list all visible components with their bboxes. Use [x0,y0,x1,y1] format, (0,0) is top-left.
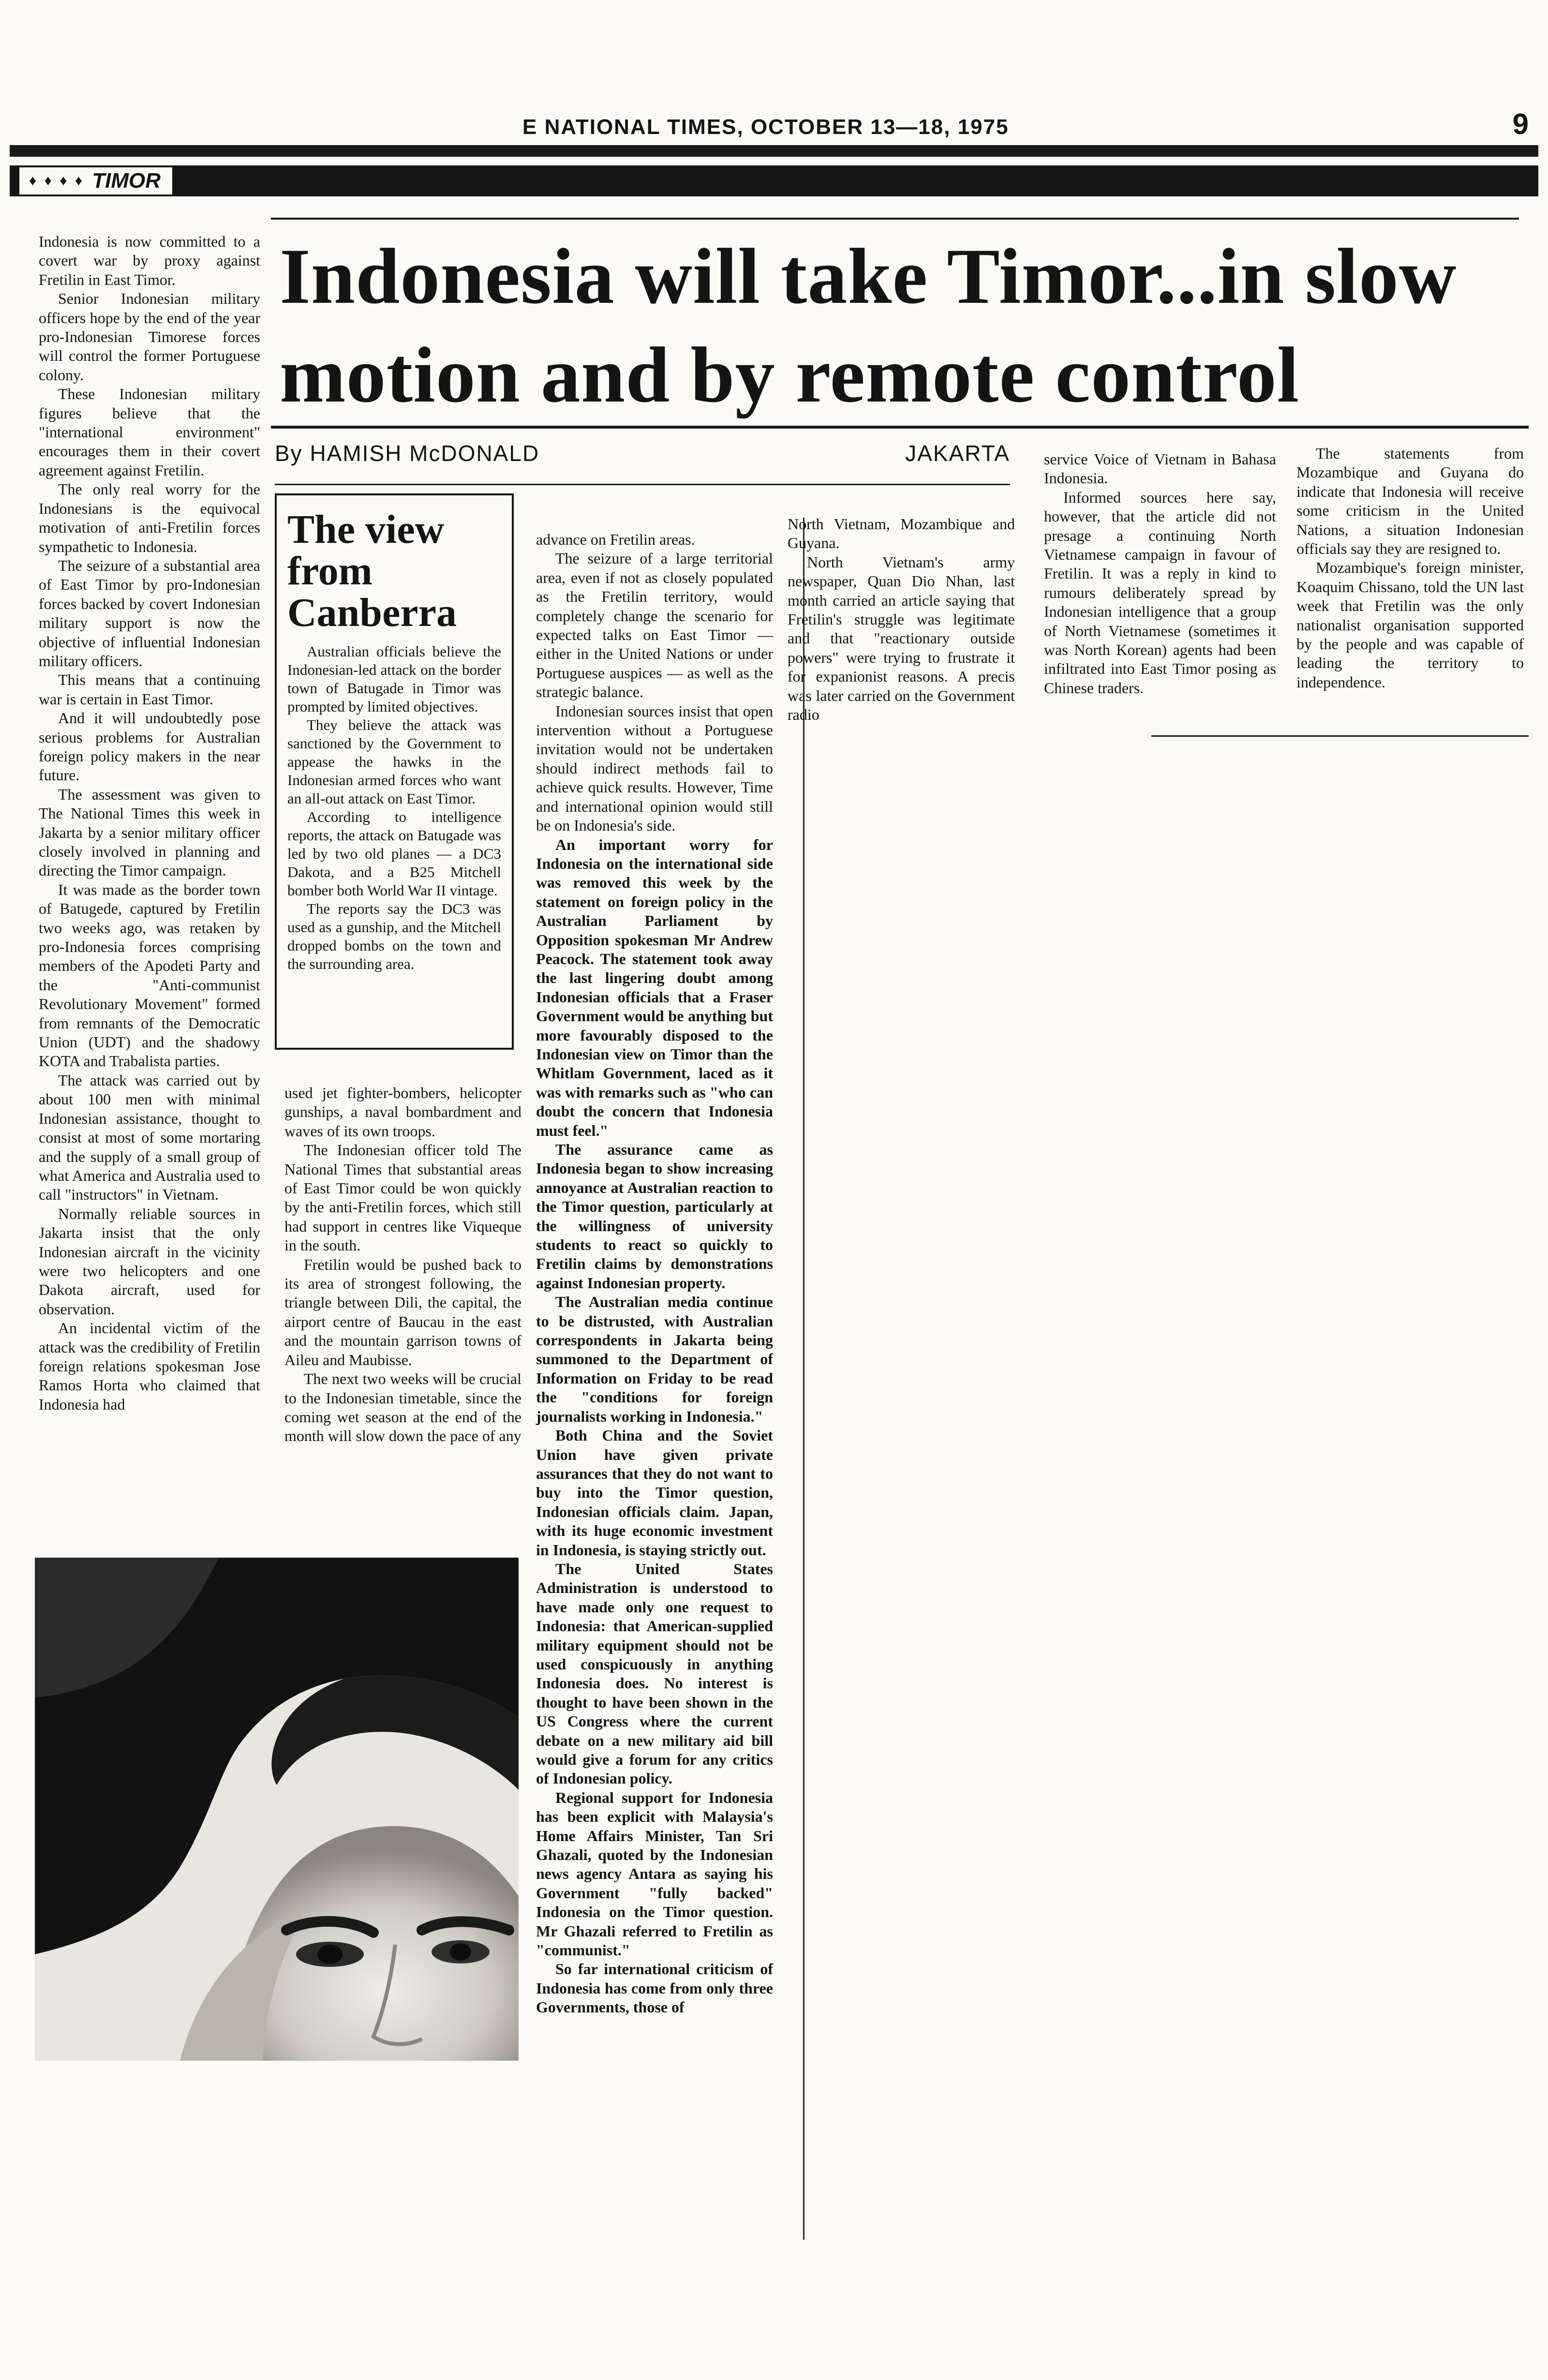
sidebar-title-line-3: Canberra [287,590,457,635]
masthead-rule [10,145,1538,157]
col3-para-7: Both China and the Soviet Union have given private assurances that they do not want to buy into the Timor question, Indonesian officials claim. Japan, with its huge economic investment in Indonesia, is staying strictly out. [536,1427,773,1559]
col1-para-2: Senior Indonesian military officers hope by the end of the year pro-Indonesian Timorese forces will control the former Portuguese colony. [39,290,260,384]
col2-para-4: The next two weeks will be crucial to the Indonesian timetable, since the coming wet season at the end of the month will slow down the pace of any [284,1370,521,1445]
col2-para-3: Fretilin would be pushed back to its area of strongest following, the triangle between Dili, the capital, the airport centre of Baucau in the east and the mountain garrison towns of Aileu and Maubisse. [284,1255,521,1368]
col1-para-10: The attack was carried out by about 100 men with minimal Indonesian assistance, thought to consist at most of some mortaring and the supply of a small group of what America and Australia used to call "instructors" in Vietnam. [39,1071,260,1204]
headline [280,227,1518,425]
sidebar-para-2: They believe the attack was sanctioned by the Government to appease the hawks in the Indonesian armed forces who want an all-out attack on East Timor. [287,716,501,807]
sidebar-title-line-2: from [287,549,372,594]
col1-para-11: Normally reliable sources in Jakarta insist that the only Indonesian aircraft in the vicinity were two helicopters and one Dakota aircraft, used for observation. [39,1205,260,1318]
column-3 [536,530,773,2017]
col1-para-3: These Indonesian military figures believe that the "international environment" encourages them in their covert agreement against Fretilin. [39,385,260,479]
col3-para-3: Indonesian sources insist that open intervention without a Portuguese invitation would not be undertaken should indirect methods fail to achieve quick results. However, Time and international opinion would still be on Indonesia's side. [536,702,773,834]
column-6 [1296,444,1524,692]
sidebar-title [287,509,501,634]
column-5 [1044,450,1276,698]
section-label [19,167,172,194]
byline-rule [275,484,1010,485]
headline-line-1: Indonesia will take Timor...in slow [280,233,1457,320]
byline-location: JAKARTA [905,441,1010,466]
col4-para-1: North Vietnam, Mozambique and Guyana. [788,515,1015,552]
byline-author: By HAMISH McDONALD [275,441,540,466]
section-bar [10,165,1538,196]
masthead-title: E NATIONAL TIMES, OCTOBER 13—18, 1975 [522,115,1009,139]
col2-para-2: The Indonesian officer told The National Times that substantial areas of East Timor could be won quickly by the anti-Fretilin forces, which still had support in centres like Viqueque in the south. [284,1141,521,1254]
section-name: TIMOR [92,169,161,193]
col1-para-5: The seizure of a substantial area of East Timor by pro-Indonesian forces backed by covert Indonesian military support is now the objective of influential Indonesian military officers. [39,556,260,669]
portrait-photo [35,1558,519,2061]
col3-para-2: The seizure of a large territorial area, even if not as closely populated as the Fretilin territory, would completely change the scenario for expected talks on East Timor — either in the United Nations or under Portuguese auspices — as well as the strategic balance. [536,550,773,701]
sidebar-box [275,493,514,1050]
sidebar-title-line-1: The view [287,507,445,552]
col5-para-2: Informed sources here say, however, that the article did not presage a continuing North Vietnamese campaign in favour of Fretilin. It was a reply in kind to rumours deliberately spread by Indonesian intelligence that a group of North Vietnamese (sometimes it was North Korean) agents had been infiltrated into East Timor posing as Chinese traders. [1044,488,1276,697]
col6-para-2: Mozambique's foreign minister, Koaquim Chissano, told the UN last week that Fretilin was the only nationalist organisation supported by the people and was capable of leading the territory to independence. [1296,559,1524,691]
page-number: 9 [1512,108,1529,140]
byline [275,440,1010,474]
col6-para-1: The statements from Mozambique and Guyana do indicate that Indonesia will receive some criticism in the United Nations, a situation Indonesian officials say they are resigned to. [1296,445,1524,558]
sidebar-para-4: The reports say the DC3 was used as a gunship, and the Mitchell dropped bombs on the town and the surrounding area. [287,900,501,972]
col1-para-7: And it will undoubtedly pose serious problems for Australian foreign policy makers in the near future. [39,709,260,784]
col3-para-1: advance on Fretilin areas. [536,531,695,548]
col5-para-1: service Voice of Vietnam in Bahasa Indonesia. [1044,450,1276,487]
sidebar-para-1: Australian officials believe the Indonesian-led attack on the border town of Batugade in Timor was prompted by limited objectives. [287,643,501,715]
col1-para-4: The only real worry for the Indonesians is the equivocal motivation of anti-Fretilin forces sympathetic to Indonesia. [39,480,260,555]
column-end-rule [1151,735,1529,737]
portrait-photo-graphic [35,1558,519,2061]
headline-top-rule [271,218,1519,220]
col3-para-9: Regional support for Indonesia has been explicit with Malaysia's Home Affairs Minister, Tan Sri Ghazali, quoted by the Indonesian news agency Antara as saying his Government "fully backed" Indonesia on the Timor question. Mr Ghazali referred to Fretilin as "communist." [536,1788,773,1959]
col3-para-10: So far international criticism of Indonesia has come from only three Governments, those of [536,1960,773,2016]
col1-para-9: It was made as the border town of Batugede, captured by Fretilin two weeks ago, was retaken by pro-Indonesia forces comprising members of the Apodeti Party and the "Anti-communist Revolutionary Movement" formed from remnants of the Democratic Union (UDT) and the shadowy KOTA and Trabalista parties. [39,880,260,1070]
sidebar-para-3: According to intelligence reports, the attack on Batugade was led by two old planes — a DC3 Dakota, and a B25 Mitchell bomber both World War II vintage. [287,808,501,899]
col1-para-12: An incidental victim of the attack was the credibility of Fretilin foreign relations spokesman Jose Ramos Horta who claimed that Indonesia had [39,1319,260,1413]
col3-para-6: The Australian media continue to be distrusted, with Australian correspondents in Jakarta being summoned to the Department of Information on Friday to be read the "conditions for foreign journalists working in Indonesia." [536,1293,773,1425]
col3-para-5: The assurance came as Indonesia began to show increasing annoyance at Australian reaction to the Timor question, particularly at the willingness of university students to react so quickly to Fretilin claims by demonstrations against Indonesian property. [536,1141,773,1292]
col3-para-8: The United States Administration is understood to have made only one request to Indonesia: that American-supplied military equipment should not be used conspicuously in anything Indonesia does. No interest is thought to have been shown in the US Congress where the current debate on a new military aid bill would give a forum for any critics of Indonesian policy. [536,1560,773,1787]
column-3-right-rule [803,518,804,2240]
headline-line-2: motion and by remote control [280,331,1300,419]
diamond-icons: ♦ ♦ ♦ ♦ [29,173,85,189]
column-4 [788,515,1015,724]
column-1 [39,232,260,1414]
col4-para-2: North Vietnam's army newspaper, Quan Dio Nhan, last month carried an article saying that Fretilin's struggle was legitimate and that "reactionary outside powers" were trying to frustrate it for expanionist reasons. A precis was later carried on the Government radio [788,553,1015,724]
column-2 [284,1084,521,1446]
col1-para-6: This means that a continuing war is certain in East Timor. [39,671,260,708]
headline-bottom-rule [271,426,1529,429]
col1-para-1: Indonesia is now committed to a covert war by proxy against Fretilin in East Timor. [39,233,260,288]
col3-para-4: An important worry for Indonesia on the international side was removed this week by the statement on foreign policy in the Australian Parliament by Opposition spokesman Mr Andrew Peacock. The statement took away the last lingering doubt among Indonesian officials that a Fraser Government would be anything but more favourably disposed to the Indonesian view on Timor than the Whitlam Government, laced as it was with remarks such as "who can doubt the concern that Indonesia must feel." [536,835,773,1139]
col1-para-8: The assessment was given to The National Times this week in Jakarta by a senior military officer closely involved in planning and directing the Timor campaign. [39,785,260,879]
col2-para-1: used jet fighter-bombers, helicopter gunships, a naval bombardment and waves of its own troops. [284,1084,521,1140]
